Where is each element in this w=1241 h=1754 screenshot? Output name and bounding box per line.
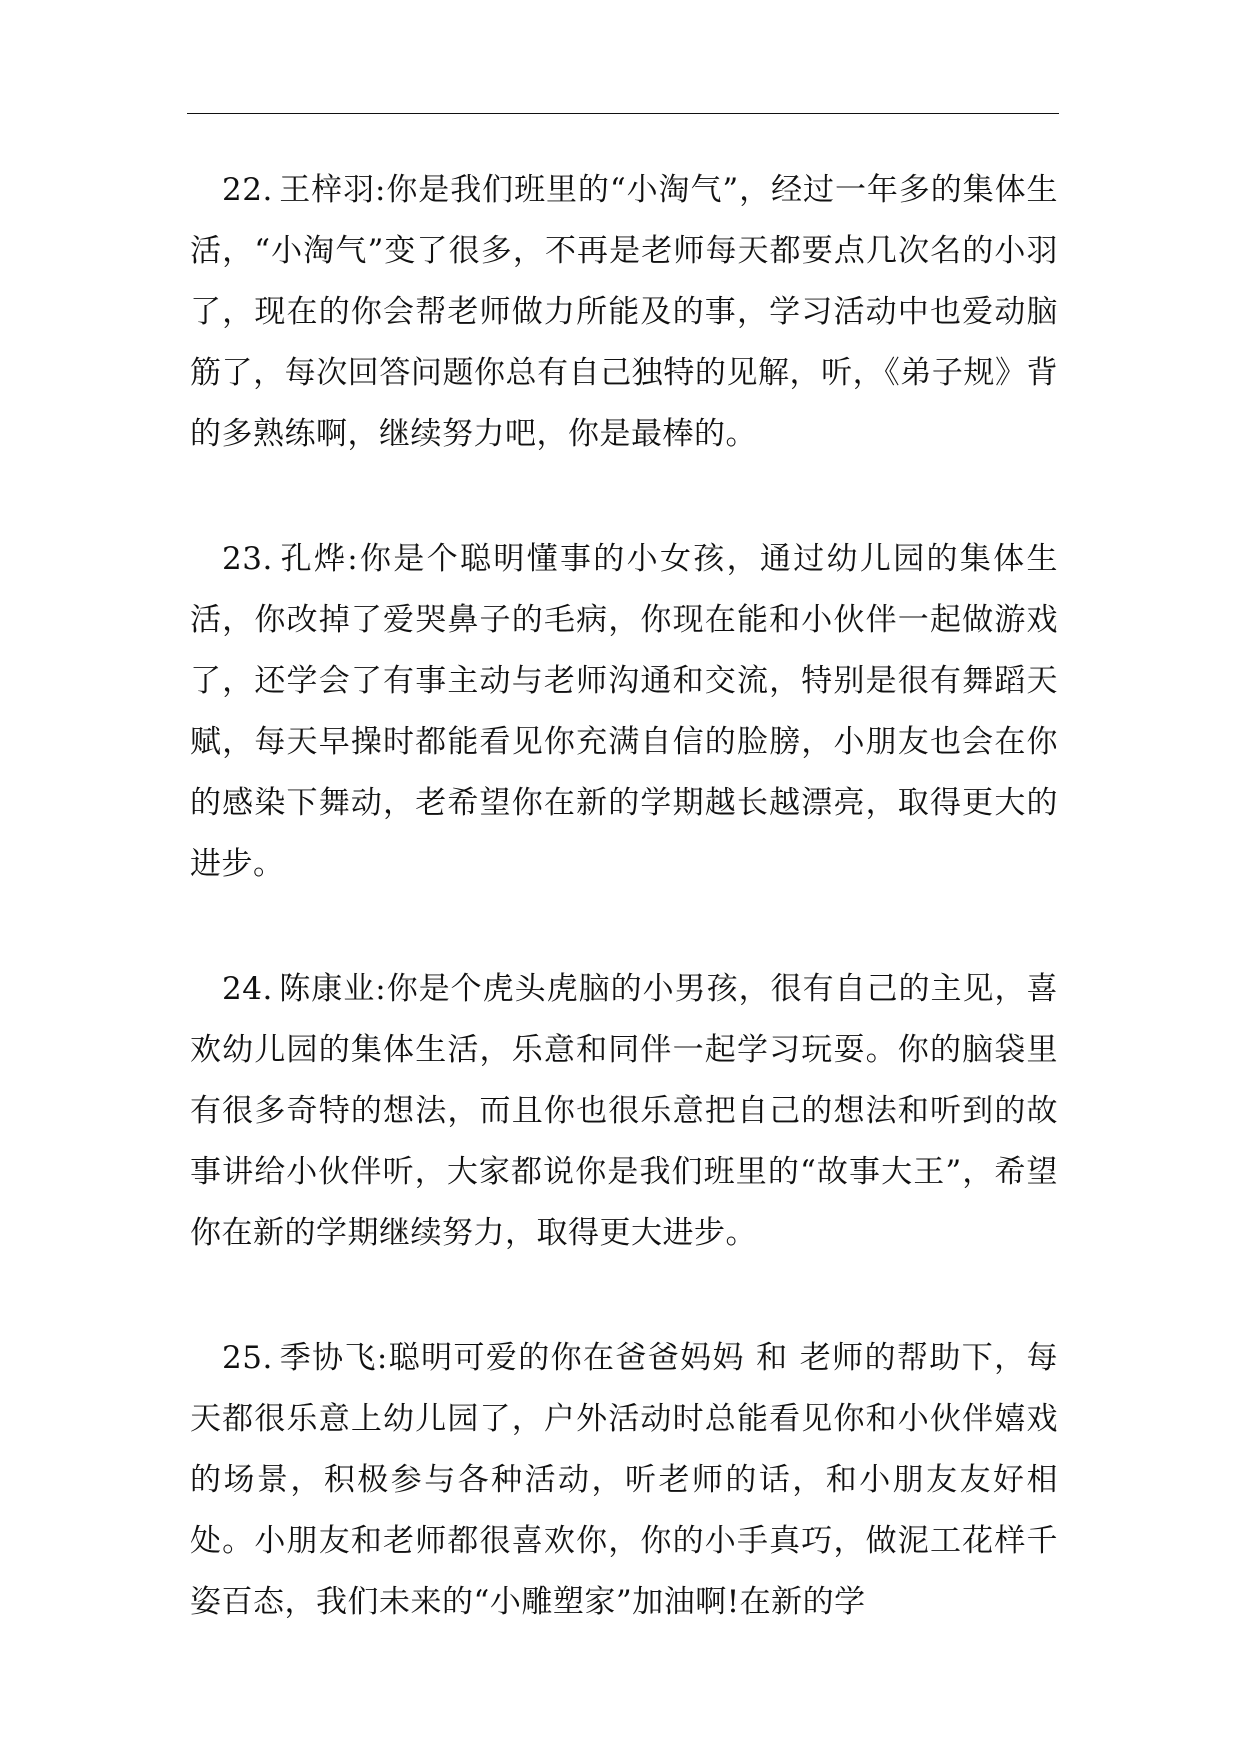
comment-paragraph-25 [190, 1328, 1058, 1633]
comment-paragraph-24 [190, 959, 1058, 1264]
paragraph-number: 24. [222, 971, 273, 1007]
document-body [190, 160, 1058, 1697]
paragraph-number: 22. [222, 172, 273, 208]
paragraph-text: 陈康业:你是个虎头虎脑的小男孩，很有自己的主见，喜欢幼儿园的集体生活，乐意和同伴一起学习玩耍。你的脑袋里有很多奇特的想法，而且你也很乐意把自己的想法和听到的故事讲给小伙伴听，大家都说你是我们班里的“故事大王”，希望你在新的学期继续努力，取得更大进步。 [190, 971, 1058, 1251]
comment-paragraph-23 [190, 529, 1058, 895]
comment-paragraph-22 [190, 160, 1058, 465]
paragraph-text: 季协飞:聪明可爱的你在爸爸妈妈 和 老师的帮助下，每天都很乐意上幼儿园了，户外活动时总能看见你和小伙伴嬉戏的场景，积极参与各种活动，听老师的话，和小朋友友好相处。小朋友和老师都很喜欢你，你的小手真巧，做泥工花样千姿百态，我们未来的“小雕塑家”加油啊!在新的学 [190, 1340, 1058, 1620]
paragraph-number: 23. [222, 541, 273, 577]
paragraph-number: 25. [222, 1340, 273, 1376]
paragraph-text: 孔烨:你是个聪明懂事的小女孩，通过幼儿园的集体生活，你改掉了爱哭鼻子的毛病，你现在能和小伙伴一起做游戏了，还学会了有事主动与老师沟通和交流，特别是很有舞蹈天赋，每天早操时都能看见你充满自信的脸膀，小朋友也会在你的感染下舞动，老希望你在新的学期越长越漂亮，取得更大的进步。 [190, 541, 1058, 882]
header-rule [187, 113, 1059, 114]
paragraph-text: 王梓羽:你是我们班里的“小淘气”，经过一年多的集体生活，“小淘气”变了很多，不再是老师每天都要点几次名的小羽了，现在的你会帮老师做力所能及的事，学习活动中也爱动脑筋了，每次回答问题你总有自己独特的见解，听，《弟子规》背的多熟练啊，继续努力吧，你是最棒的。 [190, 172, 1058, 452]
